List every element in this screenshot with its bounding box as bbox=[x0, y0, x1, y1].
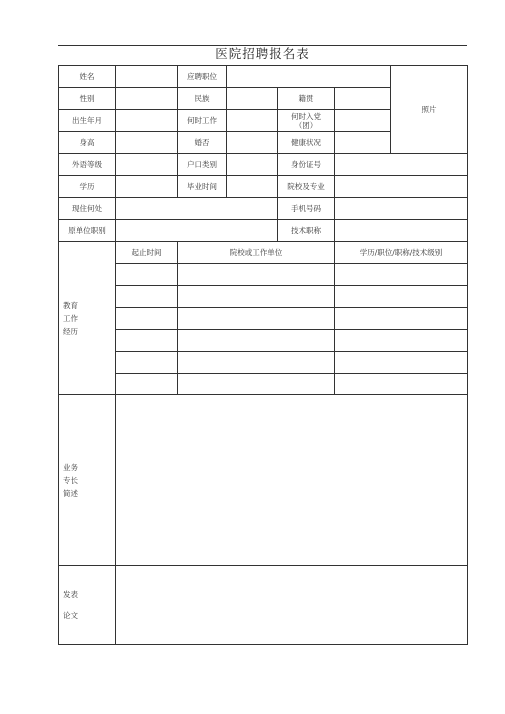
party-join-label bbox=[278, 110, 335, 132]
history-unit-cell[interactable] bbox=[178, 264, 335, 286]
history-row bbox=[59, 374, 468, 395]
education-field[interactable] bbox=[116, 176, 178, 198]
birth-label: 出生年月 bbox=[59, 110, 116, 132]
specialty-row bbox=[59, 395, 468, 566]
history-degree-cell[interactable] bbox=[335, 286, 468, 308]
name-field[interactable] bbox=[116, 66, 178, 88]
ethnicity-label: 民族 bbox=[178, 88, 227, 110]
history-degree-cell[interactable] bbox=[335, 264, 468, 286]
row-location bbox=[59, 198, 468, 220]
position-field[interactable] bbox=[227, 66, 391, 88]
height-label: 身高 bbox=[59, 132, 116, 154]
history-row bbox=[59, 308, 468, 330]
history-row bbox=[59, 264, 468, 286]
health-label: 健康状况 bbox=[278, 132, 335, 154]
specialty-field[interactable] bbox=[116, 395, 468, 566]
name-label: 姓名 bbox=[59, 66, 116, 88]
location-label: 现住何处 bbox=[59, 198, 116, 220]
form-title: 医院招聘报名表 bbox=[215, 46, 310, 61]
photo-box[interactable]: 照片 bbox=[391, 66, 468, 154]
party-join-field[interactable] bbox=[335, 110, 391, 132]
gender-label: 性别 bbox=[59, 88, 116, 110]
health-field[interactable] bbox=[335, 132, 391, 154]
hukou-label: 户口类别 bbox=[178, 154, 227, 176]
marital-field[interactable] bbox=[227, 132, 278, 154]
ethnicity-field[interactable] bbox=[227, 88, 278, 110]
birth-field[interactable] bbox=[116, 110, 178, 132]
phone-label: 手机号码 bbox=[278, 198, 335, 220]
height-field[interactable] bbox=[116, 132, 178, 154]
native-place-field[interactable] bbox=[335, 88, 391, 110]
history-col-unit: 院校或工作单位 bbox=[178, 242, 335, 264]
tech-title-label: 技术职称 bbox=[278, 220, 335, 242]
history-time-cell[interactable] bbox=[116, 308, 178, 330]
history-unit-cell[interactable] bbox=[178, 330, 335, 352]
party-join-line2: （团） bbox=[294, 120, 318, 130]
history-row bbox=[59, 286, 468, 308]
work-start-label: 何时工作 bbox=[178, 110, 227, 132]
history-label: 教育 工作 经历 bbox=[59, 242, 116, 395]
history-unit-cell[interactable] bbox=[178, 286, 335, 308]
foreign-lang-field[interactable] bbox=[116, 154, 178, 176]
prev-job-field[interactable] bbox=[116, 220, 278, 242]
location-field[interactable] bbox=[116, 198, 278, 220]
native-place-label: 籍贯 bbox=[278, 88, 335, 110]
papers-row bbox=[59, 566, 468, 645]
history-col-degree: 学历/职位/职称/技术级别 bbox=[335, 242, 468, 264]
history-unit-cell[interactable] bbox=[178, 308, 335, 330]
work-start-field[interactable] bbox=[227, 110, 278, 132]
history-row bbox=[59, 330, 468, 352]
history-time-cell[interactable] bbox=[116, 374, 178, 395]
history-degree-cell[interactable] bbox=[335, 308, 468, 330]
history-time-cell[interactable] bbox=[116, 286, 178, 308]
gender-field[interactable] bbox=[116, 88, 178, 110]
grad-time-label: 毕业时间 bbox=[178, 176, 227, 198]
foreign-lang-label: 外语等级 bbox=[59, 154, 116, 176]
history-time-cell[interactable] bbox=[116, 264, 178, 286]
marital-label: 婚否 bbox=[178, 132, 227, 154]
history-unit-cell[interactable] bbox=[178, 374, 335, 395]
registration-form-table bbox=[58, 65, 468, 645]
history-degree-cell[interactable] bbox=[335, 352, 468, 374]
position-label: 应聘职位 bbox=[178, 66, 227, 88]
history-header-row bbox=[59, 242, 468, 264]
row-education bbox=[59, 176, 468, 198]
history-unit-cell[interactable] bbox=[178, 352, 335, 374]
phone-field[interactable] bbox=[335, 198, 468, 220]
papers-field[interactable] bbox=[116, 566, 468, 645]
history-time-cell[interactable] bbox=[116, 352, 178, 374]
id-number-label: 身份证号 bbox=[278, 154, 335, 176]
specialty-label: 业务 专长 简述 bbox=[59, 395, 116, 566]
hukou-field[interactable] bbox=[227, 154, 278, 176]
history-row bbox=[59, 352, 468, 374]
school-major-field[interactable] bbox=[335, 176, 468, 198]
papers-label: 发表 论文 bbox=[59, 566, 116, 645]
education-label: 学历 bbox=[59, 176, 116, 198]
row-name bbox=[59, 66, 468, 88]
history-degree-cell[interactable] bbox=[335, 330, 468, 352]
history-time-cell[interactable] bbox=[116, 330, 178, 352]
prev-job-label: 原单位职别 bbox=[59, 220, 116, 242]
history-col-time: 起止时间 bbox=[116, 242, 178, 264]
tech-title-field[interactable] bbox=[335, 220, 468, 242]
school-major-label: 院校及专业 bbox=[278, 176, 335, 198]
grad-time-field[interactable] bbox=[227, 176, 278, 198]
id-number-field[interactable] bbox=[335, 154, 468, 176]
row-prev-job bbox=[59, 220, 468, 242]
history-degree-cell[interactable] bbox=[335, 374, 468, 395]
row-language bbox=[59, 154, 468, 176]
party-join-line1: 何时入党 bbox=[291, 111, 321, 121]
